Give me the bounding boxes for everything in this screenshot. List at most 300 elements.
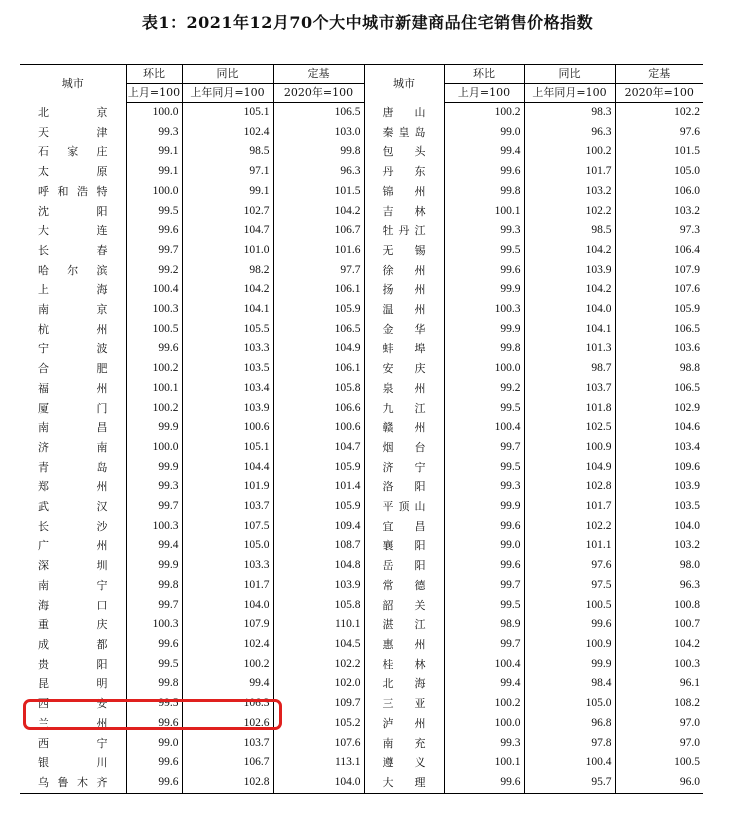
left-base-cell: 104.5 [273, 635, 364, 655]
right-city-cell: 无锡 [364, 241, 444, 261]
right-mom-cell: 100.2 [444, 694, 524, 714]
right-yoy-cell: 102.8 [524, 477, 615, 497]
right-base-cell: 101.5 [674, 145, 700, 158]
right-mom-cell: 100.1 [444, 753, 524, 773]
right-base-cell: 104.6 [674, 421, 700, 434]
left-base-cell: 96.3 [273, 162, 364, 182]
right-mom-cell: 99.7 [444, 635, 524, 655]
left-mom-cell: 99.6 [126, 635, 182, 655]
left-mom-cell: 99.6 [126, 221, 182, 241]
right-city-cell: 济宁 [364, 458, 444, 478]
yoy-header-right: 同比 [524, 65, 615, 84]
right-base-cell: 98.0 [679, 559, 700, 572]
left-base-cell: 106.7 [273, 221, 364, 241]
right-city-cell: 常德 [364, 576, 444, 596]
right-yoy-cell: 100.9 [524, 438, 615, 458]
left-yoy-cell: 98.5 [182, 142, 273, 162]
left-city-cell: 太原 [20, 162, 126, 182]
right-city-cell: 秦皇岛 [364, 123, 444, 143]
left-mom-cell: 99.9 [126, 458, 182, 478]
left-city-cell: 南京 [20, 300, 126, 320]
right-yoy-cell: 96.8 [524, 714, 615, 734]
right-mom-cell: 99.9 [444, 280, 524, 300]
left-base-cell: 101.5 [273, 182, 364, 202]
left-base-cell: 105.9 [273, 458, 364, 478]
right-city-cell: 烟台 [364, 438, 444, 458]
left-yoy-cell: 100.6 [182, 418, 273, 438]
right-yoy-cell: 97.8 [524, 734, 615, 754]
left-yoy-cell: 99.1 [182, 182, 273, 202]
right-yoy-cell: 101.1 [524, 536, 615, 556]
left-mom-cell: 99.7 [126, 241, 182, 261]
right-base-cell: 103.9 [674, 480, 700, 493]
right-yoy-cell: 97.5 [524, 576, 615, 596]
left-mom-cell: 100.2 [126, 399, 182, 419]
left-base-cell: 106.1 [273, 359, 364, 379]
right-yoy-cell: 101.3 [524, 339, 615, 359]
left-mom-cell: 99.5 [126, 694, 182, 714]
left-base-cell: 110.1 [273, 615, 364, 635]
left-city-cell: 上海 [20, 280, 126, 300]
left-yoy-cell: 101.0 [182, 241, 273, 261]
left-yoy-cell: 107.5 [182, 517, 273, 537]
right-mom-cell: 99.6 [444, 261, 524, 281]
left-mom-cell: 99.9 [126, 418, 182, 438]
right-yoy-cell: 101.7 [524, 162, 615, 182]
left-base-cell: 109.7 [273, 694, 364, 714]
table-row [20, 142, 703, 162]
right-base-cell: 106.5 [674, 381, 700, 394]
left-yoy-cell: 107.9 [182, 615, 273, 635]
base-subheader-left: 2020年=100 [273, 84, 364, 103]
right-mom-cell: 99.6 [444, 773, 524, 793]
left-base-cell: 107.6 [273, 734, 364, 754]
left-city-cell: 厦门 [20, 399, 126, 419]
mom-subheader-right: 上月=100 [444, 84, 524, 103]
left-mom-cell: 100.0 [126, 438, 182, 458]
left-mom-cell: 99.6 [126, 339, 182, 359]
left-yoy-cell: 103.3 [182, 556, 273, 576]
table-row [20, 418, 703, 438]
right-base-cell: 102.2 [674, 106, 700, 118]
table-row [20, 536, 703, 556]
table-row [20, 438, 703, 458]
left-yoy-cell: 103.7 [182, 497, 273, 517]
right-mom-cell: 99.5 [444, 596, 524, 616]
right-city-cell: 平顶山 [364, 497, 444, 517]
right-city-cell: 韶关 [364, 596, 444, 616]
left-yoy-cell: 104.1 [182, 300, 273, 320]
left-yoy-cell: 105.5 [182, 320, 273, 340]
table-row [20, 556, 703, 576]
left-base-cell: 105.8 [273, 379, 364, 399]
right-mom-cell: 100.1 [444, 202, 524, 222]
left-city-cell: 郑州 [20, 477, 126, 497]
right-city-cell: 泸州 [364, 714, 444, 734]
right-city-cell: 温州 [364, 300, 444, 320]
left-base-cell: 105.9 [273, 300, 364, 320]
right-base-cell: 109.6 [674, 460, 700, 473]
left-base-cell: 106.1 [273, 280, 364, 300]
left-city-cell: 杭州 [20, 320, 126, 340]
table-row [20, 674, 703, 694]
left-mom-cell: 99.6 [126, 714, 182, 734]
table-row [20, 615, 703, 635]
left-base-cell: 105.9 [273, 497, 364, 517]
mom-header-left: 环比 [126, 65, 182, 84]
left-city-cell: 宁波 [20, 339, 126, 359]
right-city-cell: 金华 [364, 320, 444, 340]
right-mom-cell: 99.6 [444, 556, 524, 576]
right-mom-cell: 99.7 [444, 576, 524, 596]
left-city-cell: 呼和浩特 [20, 182, 126, 202]
right-yoy-cell: 104.0 [524, 300, 615, 320]
left-city-cell: 武汉 [20, 497, 126, 517]
left-yoy-cell: 100.2 [182, 655, 273, 675]
right-base-cell: 103.6 [674, 342, 700, 355]
right-mom-cell: 98.9 [444, 615, 524, 635]
left-mom-cell: 99.3 [126, 123, 182, 143]
right-mom-cell: 100.4 [444, 655, 524, 675]
yoy-header-left: 同比 [182, 65, 273, 84]
right-city-cell: 桂林 [364, 655, 444, 675]
mom-header-right: 环比 [444, 65, 524, 84]
left-base-cell: 104.0 [273, 773, 364, 793]
left-base-cell: 103.9 [273, 576, 364, 596]
table-row [20, 753, 703, 773]
right-base-cell: 104.0 [674, 519, 700, 532]
table-row [20, 261, 703, 281]
right-yoy-cell: 100.9 [524, 635, 615, 655]
right-base-cell: 96.1 [679, 677, 700, 690]
base-header-left: 定基 [273, 65, 364, 84]
city-header-left: 城市 [20, 65, 126, 103]
left-mom-cell: 99.6 [126, 773, 182, 793]
table-row [20, 497, 703, 517]
right-base-cell: 96.3 [679, 578, 700, 591]
left-base-cell: 102.0 [273, 674, 364, 694]
left-city-cell: 南昌 [20, 418, 126, 438]
left-yoy-cell: 99.4 [182, 674, 273, 694]
table-row [20, 221, 703, 241]
left-yoy-cell: 106.7 [182, 753, 273, 773]
right-mom-cell: 99.3 [444, 734, 524, 754]
right-base-cell: 106.4 [674, 243, 700, 256]
table-row [20, 458, 703, 478]
right-yoy-cell: 99.6 [524, 615, 615, 635]
left-mom-cell: 100.4 [126, 280, 182, 300]
left-city-cell: 石家庄 [20, 142, 126, 162]
right-yoy-cell: 98.7 [524, 359, 615, 379]
left-yoy-cell: 103.9 [182, 399, 273, 419]
left-yoy-cell: 104.7 [182, 221, 273, 241]
right-yoy-cell: 102.5 [524, 418, 615, 438]
left-mom-cell: 100.0 [126, 182, 182, 202]
right-city-cell: 三亚 [364, 694, 444, 714]
right-city-cell: 洛阳 [364, 477, 444, 497]
header-row [20, 65, 703, 84]
right-base-cell: 104.2 [674, 637, 700, 650]
left-mom-cell: 100.2 [126, 359, 182, 379]
left-mom-cell: 99.2 [126, 261, 182, 281]
left-base-cell: 101.4 [273, 477, 364, 497]
left-city-cell: 乌鲁木齐 [20, 773, 126, 793]
right-mom-cell: 99.9 [444, 320, 524, 340]
left-city-cell: 银川 [20, 753, 126, 773]
right-yoy-cell: 98.3 [524, 103, 615, 123]
left-base-cell: 105.2 [273, 714, 364, 734]
right-mom-cell: 99.6 [444, 517, 524, 537]
right-yoy-cell: 104.1 [524, 320, 615, 340]
left-yoy-cell: 97.1 [182, 162, 273, 182]
right-base-cell: 100.8 [674, 598, 700, 611]
table-row [20, 103, 703, 123]
right-mom-cell: 100.4 [444, 418, 524, 438]
right-mom-cell: 100.0 [444, 359, 524, 379]
left-yoy-cell: 104.4 [182, 458, 273, 478]
left-city-cell: 合肥 [20, 359, 126, 379]
right-city-cell: 遵义 [364, 753, 444, 773]
left-city-cell: 南宁 [20, 576, 126, 596]
right-base-cell: 100.5 [674, 756, 700, 769]
table-row [20, 123, 703, 143]
table-row [20, 359, 703, 379]
left-base-cell: 103.0 [273, 123, 364, 143]
left-base-cell: 113.1 [273, 753, 364, 773]
right-base-cell: 100.7 [674, 618, 700, 631]
left-city-cell: 海口 [20, 596, 126, 616]
left-mom-cell: 99.3 [126, 477, 182, 497]
table-row [20, 280, 703, 300]
right-base-cell: 103.5 [674, 500, 700, 513]
right-mom-cell: 100.3 [444, 300, 524, 320]
left-yoy-cell: 101.7 [182, 576, 273, 596]
left-city-cell: 昆明 [20, 674, 126, 694]
left-base-cell: 99.8 [273, 142, 364, 162]
right-city-cell: 南充 [364, 734, 444, 754]
right-city-cell: 北海 [364, 674, 444, 694]
right-base-cell: 97.0 [679, 736, 700, 749]
table-row [20, 339, 703, 359]
left-yoy-cell: 98.2 [182, 261, 273, 281]
right-mom-cell: 99.5 [444, 241, 524, 261]
right-yoy-cell: 99.9 [524, 655, 615, 675]
right-mom-cell: 99.4 [444, 674, 524, 694]
right-base-cell: 103.2 [674, 204, 700, 217]
left-yoy-cell: 102.4 [182, 635, 273, 655]
right-city-cell: 牡丹江 [364, 221, 444, 241]
right-base-cell: 107.6 [674, 283, 700, 296]
left-base-cell: 105.8 [273, 596, 364, 616]
left-base-cell: 102.2 [273, 655, 364, 675]
right-city-cell: 岳阳 [364, 556, 444, 576]
left-yoy-cell: 103.7 [182, 734, 273, 754]
right-mom-cell: 99.3 [444, 477, 524, 497]
left-yoy-cell: 104.2 [182, 280, 273, 300]
table-row [20, 202, 703, 222]
right-city-cell: 九江 [364, 399, 444, 419]
base-subheader-right: 2020年=100 [615, 84, 703, 103]
left-city-cell: 深圳 [20, 556, 126, 576]
right-city-cell: 蚌埠 [364, 339, 444, 359]
table-row [20, 300, 703, 320]
left-city-cell: 成都 [20, 635, 126, 655]
left-yoy-cell: 105.1 [182, 438, 273, 458]
left-yoy-cell: 101.9 [182, 477, 273, 497]
table-row [20, 576, 703, 596]
left-base-cell: 106.6 [273, 399, 364, 419]
left-mom-cell: 100.5 [126, 320, 182, 340]
right-base-cell: 105.9 [674, 303, 700, 316]
left-yoy-cell: 103.3 [182, 339, 273, 359]
left-mom-cell: 99.7 [126, 497, 182, 517]
right-yoy-cell: 103.7 [524, 379, 615, 399]
left-base-cell: 104.9 [273, 339, 364, 359]
left-mom-cell: 100.3 [126, 517, 182, 537]
right-base-cell: 100.3 [674, 657, 700, 670]
right-mom-cell: 100.0 [444, 714, 524, 734]
left-base-cell: 100.6 [273, 418, 364, 438]
right-yoy-cell: 101.7 [524, 497, 615, 517]
right-base-cell: 103.2 [674, 539, 700, 552]
left-city-cell: 大连 [20, 221, 126, 241]
right-city-cell: 锦州 [364, 182, 444, 202]
right-city-cell: 湛江 [364, 615, 444, 635]
left-mom-cell: 99.7 [126, 596, 182, 616]
left-mom-cell: 99.8 [126, 674, 182, 694]
left-base-cell: 104.2 [273, 202, 364, 222]
table-row [20, 162, 703, 182]
left-city-cell: 济南 [20, 438, 126, 458]
left-mom-cell: 99.8 [126, 576, 182, 596]
mom-subheader-left: 上月=100 [126, 84, 182, 103]
table-row [20, 241, 703, 261]
left-base-cell: 109.4 [273, 517, 364, 537]
right-city-cell: 扬州 [364, 280, 444, 300]
left-yoy-cell: 106.3 [182, 694, 273, 714]
right-mom-cell: 99.5 [444, 458, 524, 478]
right-yoy-cell: 96.3 [524, 123, 615, 143]
table-row [20, 734, 703, 754]
base-header-right: 定基 [615, 65, 703, 84]
left-base-cell: 108.7 [273, 536, 364, 556]
left-mom-cell: 100.0 [126, 103, 182, 123]
left-city-cell: 沈阳 [20, 202, 126, 222]
right-yoy-cell: 104.2 [524, 241, 615, 261]
right-yoy-cell: 102.2 [524, 517, 615, 537]
left-yoy-cell: 102.7 [182, 202, 273, 222]
left-city-cell: 贵阳 [20, 655, 126, 675]
right-yoy-cell: 104.2 [524, 280, 615, 300]
table-row [20, 596, 703, 616]
left-city-cell: 天津 [20, 123, 126, 143]
left-city-cell: 青岛 [20, 458, 126, 478]
right-base-cell: 98.8 [679, 362, 700, 375]
table-row [20, 517, 703, 537]
table-row [20, 773, 703, 793]
right-mom-cell: 100.2 [444, 103, 524, 123]
right-base-cell: 102.9 [674, 401, 700, 414]
right-base-cell: 106.0 [674, 184, 700, 197]
right-city-cell: 徐州 [364, 261, 444, 281]
right-yoy-cell: 102.2 [524, 202, 615, 222]
left-city-cell: 长春 [20, 241, 126, 261]
right-yoy-cell: 103.2 [524, 182, 615, 202]
table-row [20, 635, 703, 655]
right-mom-cell: 99.2 [444, 379, 524, 399]
left-mom-cell: 100.3 [126, 615, 182, 635]
right-city-cell: 宜昌 [364, 517, 444, 537]
left-yoy-cell: 102.8 [182, 773, 273, 793]
left-mom-cell: 100.3 [126, 300, 182, 320]
right-yoy-cell: 95.7 [524, 773, 615, 793]
left-city-cell: 兰州 [20, 714, 126, 734]
right-city-cell: 襄阳 [364, 536, 444, 556]
left-base-cell: 106.5 [273, 320, 364, 340]
left-mom-cell: 99.1 [126, 162, 182, 182]
left-city-cell: 北京 [20, 103, 126, 123]
right-base-cell: 108.2 [674, 697, 700, 710]
left-yoy-cell: 103.4 [182, 379, 273, 399]
right-yoy-cell: 97.6 [524, 556, 615, 576]
left-mom-cell: 99.0 [126, 734, 182, 754]
left-yoy-cell: 104.0 [182, 596, 273, 616]
right-mom-cell: 99.9 [444, 497, 524, 517]
table-row [20, 379, 703, 399]
left-base-cell: 97.7 [273, 261, 364, 281]
right-mom-cell: 99.5 [444, 399, 524, 419]
table-row [20, 655, 703, 675]
left-base-cell: 104.8 [273, 556, 364, 576]
left-yoy-cell: 102.6 [182, 714, 273, 734]
right-yoy-cell: 98.5 [524, 221, 615, 241]
left-mom-cell: 99.1 [126, 142, 182, 162]
right-base-cell: 106.5 [674, 322, 700, 335]
right-base-cell: 96.0 [615, 773, 703, 793]
yoy-subheader-right: 上年同月=100 [524, 84, 615, 103]
page-title: 表1：2021年12月70个大中城市新建商品住宅销售价格指数 [141, 13, 594, 32]
right-base-cell: 105.0 [674, 165, 700, 178]
table-row [20, 320, 703, 340]
right-city-cell: 泉州 [364, 379, 444, 399]
left-mom-cell: 99.9 [126, 556, 182, 576]
left-mom-cell: 99.5 [126, 202, 182, 222]
right-mom-cell: 99.6 [444, 162, 524, 182]
table-row [20, 714, 703, 734]
right-base-cell: 103.4 [674, 440, 700, 453]
right-base-cell: 107.9 [674, 263, 700, 276]
left-yoy-cell: 105.0 [182, 536, 273, 556]
right-mom-cell: 99.3 [444, 221, 524, 241]
left-city-cell: 哈尔滨 [20, 261, 126, 281]
left-city-cell: 重庆 [20, 615, 126, 635]
yoy-subheader-left: 上年同月=100 [182, 84, 273, 103]
price-index-table [20, 64, 703, 794]
right-yoy-cell: 104.9 [524, 458, 615, 478]
right-mom-cell: 99.0 [444, 536, 524, 556]
left-mom-cell: 99.5 [126, 655, 182, 675]
right-yoy-cell: 105.0 [524, 694, 615, 714]
left-city-cell: 西安 [20, 694, 126, 714]
left-yoy-cell: 103.5 [182, 359, 273, 379]
left-mom-cell: 99.4 [126, 536, 182, 556]
right-yoy-cell: 101.8 [524, 399, 615, 419]
right-mom-cell: 99.8 [444, 182, 524, 202]
table-row [20, 399, 703, 419]
right-mom-cell: 99.0 [444, 123, 524, 143]
right-mom-cell: 99.7 [444, 438, 524, 458]
right-city-cell: 赣州 [364, 418, 444, 438]
